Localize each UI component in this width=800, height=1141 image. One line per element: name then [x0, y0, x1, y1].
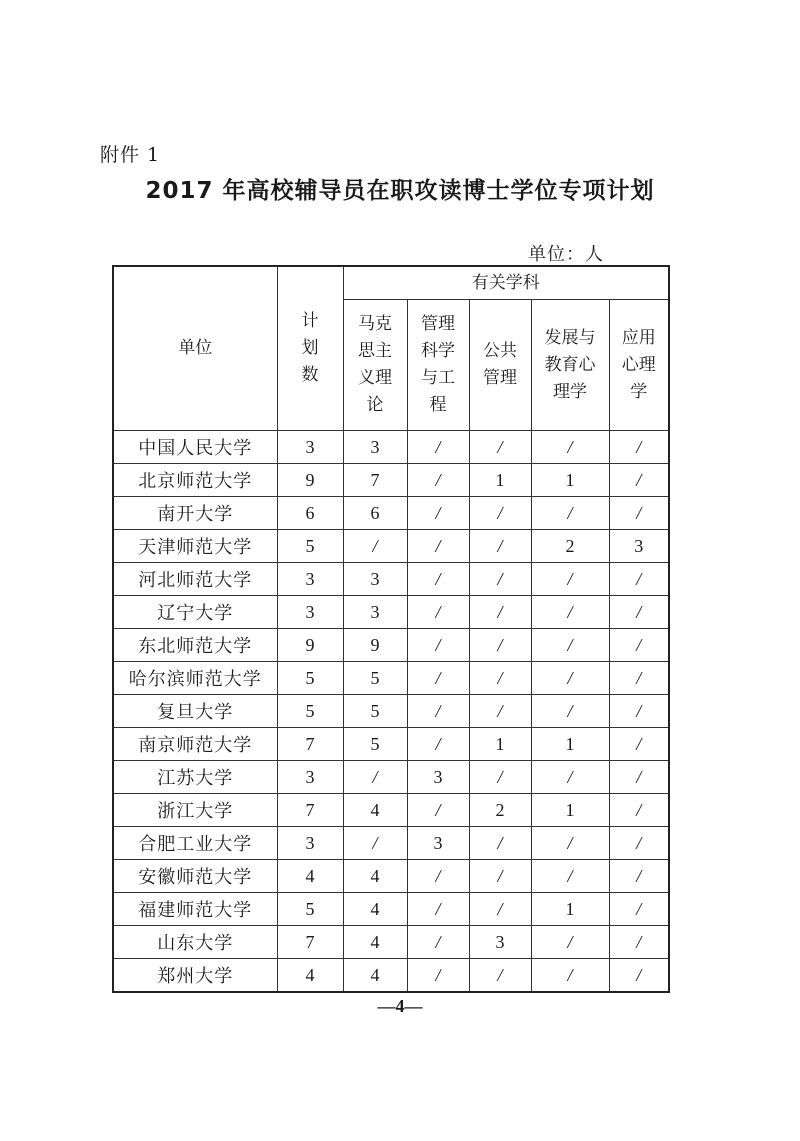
cell-plan-count: 5 [277, 662, 343, 695]
cell-subject-value: / [407, 794, 469, 827]
cell-unit: 山东大学 [113, 926, 277, 959]
table-row [113, 596, 669, 629]
plan-table-body [113, 431, 669, 993]
cell-plan-count: 9 [277, 629, 343, 662]
subject-label: 管理 科学 与工 程 [421, 314, 455, 415]
cell-subject-value: 4 [343, 959, 407, 993]
cell-subject-value: / [531, 629, 609, 662]
cell-subject-value: / [609, 728, 669, 761]
cell-subject-value: 6 [343, 497, 407, 530]
cell-subject-value: / [609, 860, 669, 893]
cell-unit: 浙江大学 [113, 794, 277, 827]
cell-subject-value: / [407, 662, 469, 695]
cell-unit: 北京师范大学 [113, 464, 277, 497]
cell-subject-value: / [531, 695, 609, 728]
cell-subject-value: 5 [343, 728, 407, 761]
table-row [113, 860, 669, 893]
table-row [113, 563, 669, 596]
cell-unit: 南开大学 [113, 497, 277, 530]
unit-note: 单位：人 [528, 244, 604, 265]
cell-subject-value: / [609, 431, 669, 464]
cell-subject-value: / [469, 695, 531, 728]
cell-subject-value: / [531, 563, 609, 596]
cell-subject-value: / [609, 563, 669, 596]
cell-subject-value: 3 [407, 827, 469, 860]
cell-subject-value: / [407, 893, 469, 926]
cell-subject-value: / [531, 827, 609, 860]
cell-subject-value: 3 [343, 563, 407, 596]
cell-subject-value: / [609, 629, 669, 662]
cell-subject-value: 7 [343, 464, 407, 497]
column-header-subject [407, 300, 469, 431]
cell-subject-value: / [407, 530, 469, 563]
table-row [113, 662, 669, 695]
cell-unit: 东北师范大学 [113, 629, 277, 662]
cell-subject-value: 2 [469, 794, 531, 827]
cell-subject-value: / [469, 827, 531, 860]
cell-subject-value: / [469, 761, 531, 794]
cell-unit: 安徽师范大学 [113, 860, 277, 893]
cell-subject-value: / [407, 860, 469, 893]
cell-subject-value: 1 [531, 728, 609, 761]
cell-plan-count: 4 [277, 959, 343, 993]
cell-subject-value: 3 [469, 926, 531, 959]
table-row [113, 530, 669, 563]
cell-subject-value: 5 [343, 662, 407, 695]
cell-subject-value: / [469, 662, 531, 695]
cell-plan-count: 3 [277, 596, 343, 629]
table-row [113, 497, 669, 530]
cell-subject-value: 1 [469, 464, 531, 497]
cell-subject-value: / [531, 497, 609, 530]
table-row [113, 959, 669, 993]
cell-plan-count: 3 [277, 761, 343, 794]
cell-subject-value: / [407, 563, 469, 596]
subject-label: 马克 思主 义理 论 [358, 314, 392, 415]
cell-subject-value: / [531, 959, 609, 993]
cell-subject-value: / [531, 926, 609, 959]
cell-subject-value: / [469, 530, 531, 563]
cell-subject-value: / [343, 761, 407, 794]
cell-subject-value: 5 [343, 695, 407, 728]
column-header-subject [609, 300, 669, 431]
cell-subject-value: / [531, 431, 609, 464]
cell-subject-value: / [343, 827, 407, 860]
table-row [113, 827, 669, 860]
cell-plan-count: 3 [277, 431, 343, 464]
cell-subject-value: / [407, 596, 469, 629]
cell-subject-value: 3 [407, 761, 469, 794]
cell-subject-value: / [609, 662, 669, 695]
cell-subject-value: / [407, 497, 469, 530]
cell-subject-value: / [609, 926, 669, 959]
column-header-subject [531, 300, 609, 431]
column-header-subject [469, 300, 531, 431]
cell-subject-value: / [407, 695, 469, 728]
page-number: —4— [377, 996, 423, 1016]
cell-subject-value: / [531, 596, 609, 629]
cell-subject-value: / [609, 827, 669, 860]
subject-label: 发展与 教育心 理学 [544, 327, 596, 402]
cell-plan-count: 4 [277, 860, 343, 893]
cell-plan-count: 7 [277, 794, 343, 827]
cell-subject-value: 3 [343, 596, 407, 629]
cell-subject-value: / [609, 596, 669, 629]
column-group-header-subjects: 有关学科 [343, 266, 669, 300]
cell-subject-value: / [469, 959, 531, 993]
cell-subject-value: 4 [343, 860, 407, 893]
table-row [113, 431, 669, 464]
cell-plan-count: 7 [277, 926, 343, 959]
cell-unit: 合肥工业大学 [113, 827, 277, 860]
document-title: 2017 年高校辅导员在职攻读博士学位专项计划 [145, 178, 655, 204]
plan-table [112, 265, 670, 993]
subject-label: 应用 心理 学 [621, 327, 656, 402]
cell-subject-value: / [609, 761, 669, 794]
cell-subject-value: 4 [343, 794, 407, 827]
cell-subject-value: / [469, 563, 531, 596]
cell-subject-value: 3 [343, 431, 407, 464]
cell-subject-value: / [469, 497, 531, 530]
table-row [113, 794, 669, 827]
cell-subject-value: 1 [531, 794, 609, 827]
cell-subject-value: 9 [343, 629, 407, 662]
cell-unit: 复旦大学 [113, 695, 277, 728]
cell-subject-value: / [609, 794, 669, 827]
cell-subject-value: / [407, 728, 469, 761]
cell-subject-value: 1 [531, 464, 609, 497]
column-header-subject [343, 300, 407, 431]
cell-subject-value: / [469, 860, 531, 893]
cell-subject-value: 1 [469, 728, 531, 761]
cell-subject-value: / [531, 662, 609, 695]
table-row [113, 926, 669, 959]
cell-subject-value: 1 [531, 893, 609, 926]
table-row [113, 893, 669, 926]
cell-subject-value: / [609, 893, 669, 926]
cell-plan-count: 3 [277, 563, 343, 596]
cell-unit: 福建师范大学 [113, 893, 277, 926]
table-row [113, 464, 669, 497]
cell-unit: 哈尔滨师范大学 [113, 662, 277, 695]
cell-subject-value: / [609, 695, 669, 728]
cell-subject-value: / [469, 596, 531, 629]
cell-subject-value: / [343, 530, 407, 563]
cell-subject-value: 3 [609, 530, 669, 563]
subject-label: 公共 管理 [483, 341, 517, 388]
cell-unit: 郑州大学 [113, 959, 277, 993]
table-row [113, 728, 669, 761]
cell-subject-value: / [407, 959, 469, 993]
cell-plan-count: 5 [277, 530, 343, 563]
cell-unit: 辽宁大学 [113, 596, 277, 629]
cell-plan-count: 6 [277, 497, 343, 530]
cell-plan-count: 9 [277, 464, 343, 497]
table-row [113, 761, 669, 794]
cell-subject-value: / [407, 926, 469, 959]
cell-subject-value: 4 [343, 893, 407, 926]
table-row [113, 629, 669, 662]
cell-subject-value: / [531, 761, 609, 794]
table-row [113, 695, 669, 728]
cell-subject-value: / [609, 959, 669, 993]
cell-unit: 江苏大学 [113, 761, 277, 794]
cell-plan-count: 3 [277, 827, 343, 860]
cell-subject-value: / [407, 464, 469, 497]
cell-plan-count: 5 [277, 893, 343, 926]
cell-subject-value: 2 [531, 530, 609, 563]
cell-plan-count: 5 [277, 695, 343, 728]
cell-subject-value: / [609, 464, 669, 497]
attachment-label: 附件 1 [100, 144, 161, 166]
cell-subject-value: / [407, 431, 469, 464]
cell-subject-value: / [407, 629, 469, 662]
column-header-plan [277, 266, 343, 431]
cell-subject-value: / [469, 629, 531, 662]
cell-subject-value: / [531, 860, 609, 893]
cell-plan-count: 7 [277, 728, 343, 761]
cell-unit: 中国人民大学 [113, 431, 277, 464]
cell-unit: 河北师范大学 [113, 563, 277, 596]
column-header-unit: 单位 [113, 266, 277, 431]
cell-subject-value: / [469, 431, 531, 464]
cell-subject-value: / [469, 893, 531, 926]
cell-subject-value: 4 [343, 926, 407, 959]
cell-unit: 天津师范大学 [113, 530, 277, 563]
column-header-plan-label: 计 划 数 [301, 311, 319, 385]
cell-subject-value: / [609, 497, 669, 530]
cell-unit: 南京师范大学 [113, 728, 277, 761]
